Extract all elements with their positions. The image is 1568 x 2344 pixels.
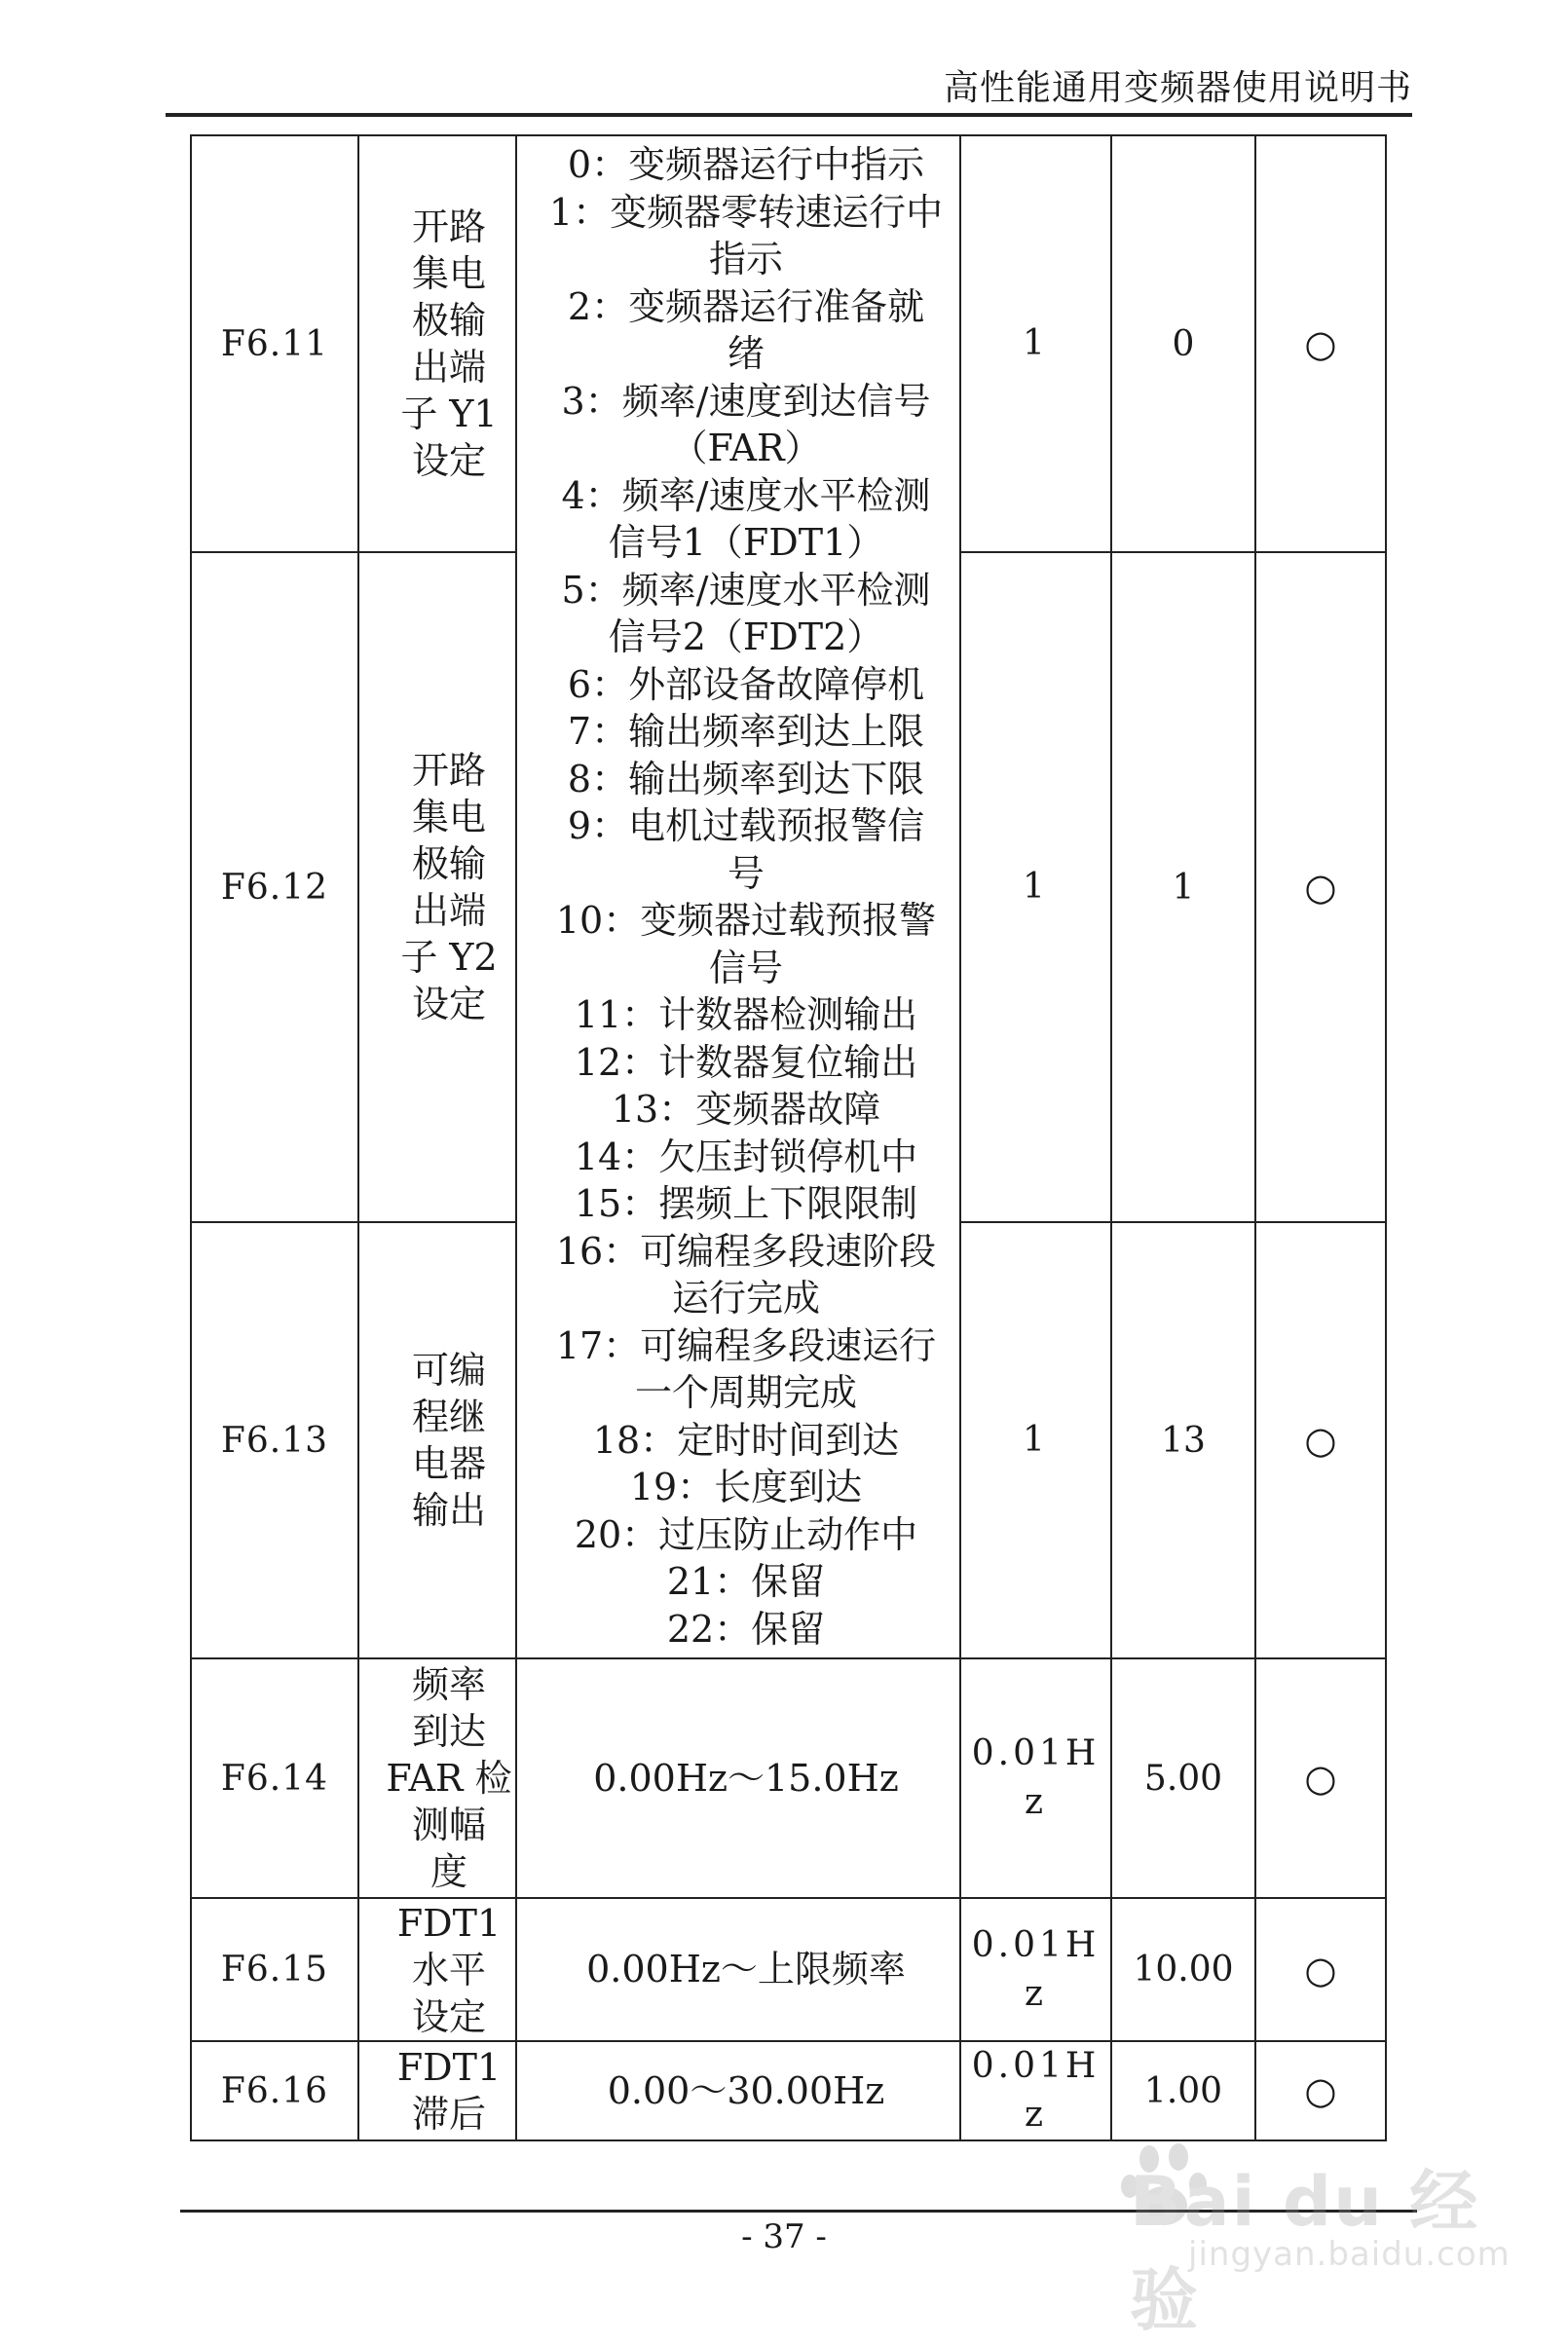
page-number: - 37 - xyxy=(741,2217,827,2256)
param-name xyxy=(358,552,516,1222)
param-unit-line: z xyxy=(1025,2095,1047,2135)
option-line: 20：过压防止动作中 xyxy=(574,1512,918,1556)
param-name-line: 开路 xyxy=(411,749,486,792)
param-unit-line: z xyxy=(1025,1973,1047,2014)
param-options-list xyxy=(516,135,960,1658)
param-range: 0.00Hz～上限频率 xyxy=(516,1898,960,2041)
param-name xyxy=(358,1898,516,2041)
option-line: 12：计数器复位输出 xyxy=(574,1040,918,1084)
param-name-line: 频率 xyxy=(411,1663,486,1706)
param-name-line: 集电 xyxy=(411,796,486,838)
param-name-line: 到达 xyxy=(411,1710,486,1753)
param-name-line: 集电 xyxy=(411,252,486,295)
param-code: F6.15 xyxy=(191,1898,358,2041)
param-name-line: FDT1 xyxy=(396,1901,502,1945)
parameter-table xyxy=(190,134,1387,2141)
param-name-line: 出端 xyxy=(411,889,486,932)
param-name-line: 测幅 xyxy=(411,1804,486,1846)
param-unit-line: 0.01H xyxy=(971,2046,1101,2086)
option-line: 15：摆频上下限限制 xyxy=(574,1182,918,1225)
param-unit-line: 0.01H xyxy=(971,1924,1101,1965)
option-line: 信号 xyxy=(708,946,783,989)
param-name xyxy=(358,2041,516,2140)
param-name-line: 电器 xyxy=(411,1442,486,1485)
table-row xyxy=(191,1898,1386,2041)
option-line: 1：变频器零转速运行中 xyxy=(548,190,944,234)
param-unit xyxy=(960,1658,1111,1898)
param-name xyxy=(358,1222,516,1658)
param-unit-line: 1 xyxy=(1023,867,1049,907)
option-line: 16：可编程多段速阶段 xyxy=(555,1229,937,1273)
option-line: 22：保留 xyxy=(666,1607,826,1651)
param-default: 0 xyxy=(1111,135,1255,552)
param-code: F6.16 xyxy=(191,2041,358,2140)
param-name-line: 开路 xyxy=(411,205,486,248)
param-unit-line: 1 xyxy=(1023,1420,1049,1460)
modify-mark: ○ xyxy=(1255,552,1386,1222)
option-line: 指示 xyxy=(708,238,783,280)
option-line: 3：频率/速度到达信号 xyxy=(561,379,931,423)
header-title: 高性能通用变频器使用说明书 xyxy=(943,68,1412,108)
option-line: 0：变频器运行中指示 xyxy=(567,143,925,186)
param-code: F6.14 xyxy=(191,1658,358,1898)
option-line: 运行完成 xyxy=(671,1277,820,1320)
table-row xyxy=(191,2041,1386,2140)
param-default: 1.00 xyxy=(1111,2041,1255,2140)
option-line: 9：电机过载预报警信 xyxy=(567,804,925,847)
param-name-line: 极输 xyxy=(411,842,486,885)
param-name-line: 度 xyxy=(429,1850,467,1893)
option-line: 11：计数器检测输出 xyxy=(574,993,918,1036)
param-name-line: FDT1 xyxy=(396,2046,502,2089)
param-default: 1 xyxy=(1111,552,1255,1222)
option-line: 绪 xyxy=(727,332,765,375)
option-line: 21：保留 xyxy=(666,1560,826,1603)
param-range: 0.00～30.00Hz xyxy=(516,2041,960,2140)
param-name-line: 输出 xyxy=(411,1489,486,1532)
option-line: 7：输出频率到达上限 xyxy=(567,710,925,753)
param-name-line: FAR 检 xyxy=(386,1757,512,1800)
option-line: 5：频率/速度水平检测 xyxy=(561,568,931,612)
param-default: 13 xyxy=(1111,1222,1255,1658)
option-line: 一个周期完成 xyxy=(634,1371,857,1414)
option-line: 17：可编程多段速运行 xyxy=(555,1323,937,1367)
param-name-line: 程继 xyxy=(411,1395,486,1438)
param-unit xyxy=(960,135,1111,552)
param-code: F6.13 xyxy=(191,1222,358,1658)
modify-mark: ○ xyxy=(1255,2041,1386,2140)
modify-mark: ○ xyxy=(1255,1898,1386,2041)
option-line: 信号1（FDT1） xyxy=(608,521,884,564)
param-name-line: 极输 xyxy=(411,299,486,342)
option-line: （FAR） xyxy=(670,427,822,469)
param-unit xyxy=(960,552,1111,1222)
param-name-line: 设定 xyxy=(411,439,486,482)
modify-mark: ○ xyxy=(1255,1222,1386,1658)
option-line: 14：欠压封锁停机中 xyxy=(574,1135,918,1178)
param-name xyxy=(358,1658,516,1898)
param-unit xyxy=(960,2041,1111,2140)
param-code: F6.11 xyxy=(191,135,358,552)
param-name-line: 出端 xyxy=(411,346,486,389)
option-line: 4：频率/速度水平检测 xyxy=(561,473,931,517)
param-name-line: 子 Y2 xyxy=(400,936,498,979)
option-line: 8：输出频率到达下限 xyxy=(567,757,925,800)
header-divider xyxy=(166,113,1412,117)
param-name-line: 设定 xyxy=(411,983,486,1025)
param-name-line: 水平 xyxy=(411,1948,486,1991)
baidu-watermark xyxy=(1110,2138,1511,2340)
option-line: 6：外部设备故障停机 xyxy=(567,662,925,706)
option-line: 13：变频器故障 xyxy=(611,1088,881,1131)
param-unit-line: z xyxy=(1025,1782,1047,1822)
param-default: 10.00 xyxy=(1111,1898,1255,2041)
option-line: 2：变频器运行准备就 xyxy=(567,284,925,328)
param-range: 0.00Hz～15.0Hz xyxy=(516,1658,960,1898)
param-default: 5.00 xyxy=(1111,1658,1255,1898)
watermark-logo: Bai du 经验 xyxy=(1130,2162,1480,2340)
param-name-line: 设定 xyxy=(411,1994,486,2038)
modify-mark: ○ xyxy=(1255,1658,1386,1898)
param-code: F6.12 xyxy=(191,552,358,1222)
table-row xyxy=(191,1658,1386,1898)
option-line: 10：变频器过载预报警 xyxy=(555,899,937,942)
param-name-line: 子 Y1 xyxy=(400,392,498,435)
param-name xyxy=(358,135,516,552)
param-name-line: 可编 xyxy=(411,1349,486,1392)
watermark-url: jingyan.baidu.com xyxy=(1188,2235,1511,2274)
param-unit-line: 0.01H xyxy=(971,1733,1101,1773)
param-unit xyxy=(960,1898,1111,2041)
option-line: 18：定时时间到达 xyxy=(592,1418,900,1462)
param-name-line: 滞后 xyxy=(411,2093,486,2136)
table-row xyxy=(191,135,1386,552)
modify-mark: ○ xyxy=(1255,135,1386,552)
param-unit-line: 1 xyxy=(1023,323,1049,363)
param-unit xyxy=(960,1222,1111,1658)
option-line: 19：长度到达 xyxy=(629,1466,863,1508)
option-line: 信号2（FDT2） xyxy=(608,615,884,658)
option-line: 号 xyxy=(727,851,765,895)
